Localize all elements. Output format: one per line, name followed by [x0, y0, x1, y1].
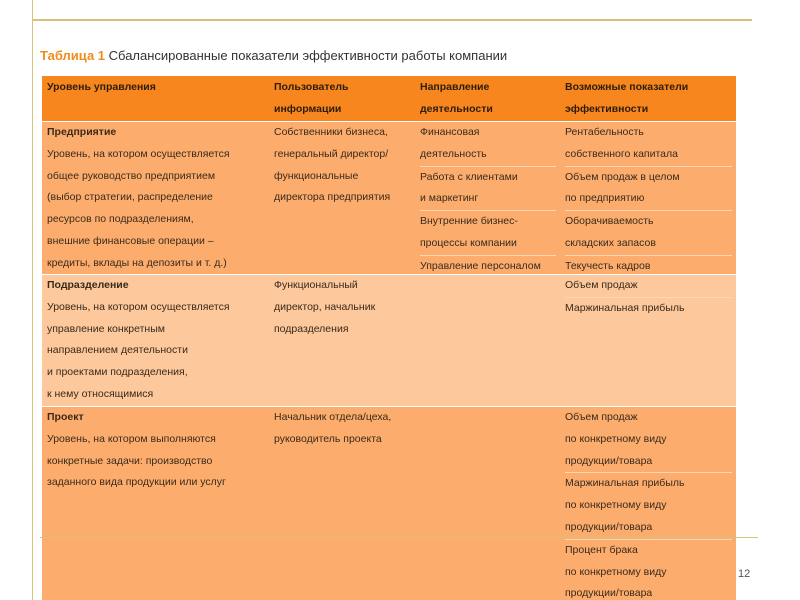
- level-description-line: общее руководство предприятием: [47, 169, 216, 182]
- indicator-line: Объем продаж: [565, 279, 638, 291]
- direction-line: Управление персоналом: [420, 259, 541, 272]
- level-description-line: кредиты, вклады на депозиты и т. д.): [47, 256, 227, 269]
- level-description-line: Уровень, на котором выполняются: [47, 432, 216, 445]
- slide-left-rule: [32, 0, 33, 600]
- indicator-item: [565, 298, 732, 320]
- indicator-line: по конкретному виду: [565, 565, 667, 578]
- level-description-line: конкретные задачи: производство: [47, 454, 213, 467]
- indicator-item: [565, 122, 732, 167]
- indicator-item: [565, 540, 732, 600]
- user-line: подразделения: [274, 322, 349, 335]
- level-name: Подразделение: [47, 279, 129, 291]
- direction-cell: [415, 407, 560, 600]
- indicator-line: по предприятию: [565, 192, 645, 205]
- direction-cell: [415, 122, 560, 274]
- level-description-line: направлением деятельности: [47, 344, 188, 357]
- header-indicators-line: Возможные показатели: [565, 81, 689, 93]
- level-description-line: Уровень, на котором осуществляется: [47, 300, 230, 313]
- user-line: генеральный директор/: [274, 147, 389, 160]
- direction-item: [420, 211, 556, 256]
- indicator-line: Объем продаж: [565, 411, 638, 423]
- level-description-line: ресурсов по подразделениям,: [47, 213, 194, 226]
- indicator-line: продукции/товара: [565, 520, 653, 533]
- table-row-enterprise: [42, 122, 736, 275]
- slide-bottom-rule: [40, 537, 758, 538]
- level-cell: [42, 122, 269, 274]
- user-line: директор, начальник: [274, 300, 376, 313]
- table-title-text: Сбалансированные показатели эффективности работы компании: [108, 48, 508, 63]
- indicator-line: Текучесть кадров: [565, 259, 651, 272]
- header-user: [269, 76, 415, 121]
- header-direction-line: Направление: [420, 81, 490, 93]
- level-cell: [42, 275, 269, 406]
- table-title-prefix: Таблица 1: [40, 48, 106, 63]
- level-description-line: (выбор стратегии, распределение: [47, 191, 213, 204]
- indicator-item: [565, 407, 732, 473]
- header-level-line: Уровень управления: [47, 81, 156, 93]
- slide-top-rule: [32, 19, 752, 21]
- level-cell: [42, 407, 269, 600]
- table-row-division: [42, 275, 736, 407]
- header-direction-line: деятельности: [420, 102, 493, 115]
- user-line: Функциональный: [274, 279, 358, 291]
- level-description-line: Уровень, на котором осуществляется: [47, 147, 230, 160]
- direction-line: деятельность: [420, 147, 487, 160]
- indicator-line: Рентабельность: [565, 126, 644, 138]
- direction-line: Работа с клиентами: [420, 170, 518, 183]
- direction-line: и маркетинг: [420, 192, 479, 205]
- table-header-row: [42, 76, 736, 122]
- user-cell: [269, 275, 415, 406]
- level-description-line: заданного вида продукции или услуг: [47, 476, 226, 489]
- indicator-line: Маржинальная прибыль: [565, 477, 685, 490]
- direction-line: Финансовая: [420, 126, 480, 138]
- level-description-line: и проектами подразделения,: [47, 366, 188, 379]
- header-direction: [415, 76, 560, 121]
- level-name: Предприятие: [47, 126, 117, 138]
- indicators-cell: [560, 407, 736, 600]
- indicators-cell: [560, 275, 736, 406]
- user-cell: [269, 407, 415, 600]
- indicator-line: складских запасов: [565, 236, 656, 249]
- header-user-line: информации: [274, 102, 342, 115]
- user-line: директора предприятия: [274, 191, 391, 204]
- indicator-item: [565, 211, 732, 256]
- user-line: Собственники бизнеса,: [274, 126, 388, 138]
- direction-cell: [415, 275, 560, 406]
- direction-line: Внутренние бизнес-: [420, 215, 518, 228]
- user-line: Начальник отдела/цеха,: [274, 411, 392, 423]
- level-description-line: внешние финансовые операции –: [47, 234, 214, 247]
- header-user-line: Пользователь: [274, 81, 349, 93]
- indicator-line: Процент брака: [565, 543, 638, 556]
- level-name: Проект: [47, 411, 84, 423]
- direction-item: [420, 122, 556, 167]
- indicator-line: продукции/товара: [565, 587, 653, 600]
- page-number: 12: [738, 568, 751, 580]
- indicators-cell: [560, 122, 736, 274]
- indicator-line: Оборачиваемость: [565, 215, 654, 228]
- indicator-item: [565, 275, 732, 298]
- indicator-line: собственного капитала: [565, 147, 678, 160]
- header-indicators: [560, 76, 736, 121]
- indicator-line: Объем продаж в целом: [565, 170, 680, 183]
- direction-line: процессы компании: [420, 236, 517, 249]
- user-line: функциональные: [274, 169, 359, 182]
- user-cell: [269, 122, 415, 274]
- table-row-project: [42, 407, 736, 600]
- level-description-line: управление конкретным: [47, 322, 165, 335]
- indicator-item: [565, 167, 732, 212]
- scorecard-table: [42, 76, 736, 600]
- user-line: руководитель проекта: [274, 432, 382, 445]
- header-indicators-line: эффективности: [565, 102, 649, 115]
- indicator-item: [565, 473, 732, 539]
- direction-item: [420, 167, 556, 212]
- indicator-line: Маржинальная прибыль: [565, 301, 685, 314]
- indicator-line: продукции/товара: [565, 454, 653, 467]
- level-description-line: к нему относящимися: [47, 387, 154, 400]
- table-title: [40, 48, 507, 63]
- indicator-line: по конкретному виду: [565, 432, 667, 445]
- header-level: [42, 76, 269, 121]
- indicator-line: по конкретному виду: [565, 499, 667, 512]
